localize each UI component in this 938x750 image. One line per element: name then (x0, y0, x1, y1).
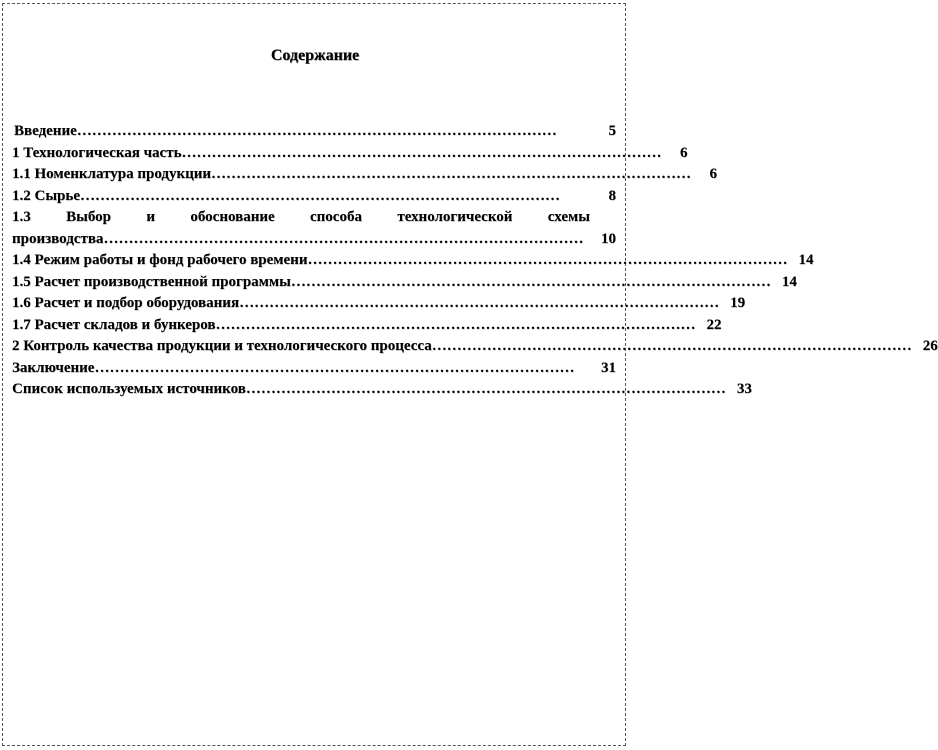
toc-entry-label: 1.5 Расчет производственной программы (12, 273, 291, 290)
toc-page-number: 6 (709, 166, 718, 182)
toc-word: 1.3 (12, 209, 31, 225)
toc-page-number: 6 (680, 144, 688, 161)
toc-word: способа (310, 209, 362, 225)
toc-page-number: 14 (781, 273, 797, 290)
toc-entry-technological-part[interactable] (12, 143, 688, 165)
toc-entry-label: 1.7 Расчет складов и бункеров (12, 316, 216, 333)
toc-entry-label-line1 (12, 207, 616, 229)
toc-leader-dots: …………………………………………………………………………………… (181, 144, 662, 161)
toc-entry-references[interactable] (12, 379, 752, 401)
toc-leader-dots: …………………………………………………………………………………… (76, 123, 557, 139)
toc-entry-label: 1.4 Режим работы и фонд рабочего времени (12, 252, 308, 268)
toc-entry-label: Заключение (12, 359, 95, 376)
toc-page-number: 33 (736, 381, 752, 397)
toc-entry-work-schedule[interactable] (12, 250, 814, 272)
toc-word: схемы (547, 209, 590, 225)
toc-word: Выбор (66, 209, 111, 225)
toc-entry-label: 2 Контроль качества продукции и технологического процесса (12, 338, 432, 354)
toc-entry-quality-control[interactable] (12, 336, 938, 358)
toc-list (12, 121, 938, 401)
toc-leader-dots: …………………………………………………………………………………… (307, 252, 788, 268)
toc-entry-label: производства (12, 230, 104, 247)
toc-word: обоснование (190, 209, 275, 225)
toc-entry-warehouses[interactable] (12, 315, 722, 337)
toc-leader-dots: …………………………………………………………………………………… (215, 316, 696, 333)
toc-leader-dots: …………………………………………………………………………………… (431, 338, 912, 354)
toc-page-number: 5 (608, 123, 616, 139)
toc-entry-label: 1.1 Номенклатура продукции (12, 166, 212, 182)
toc-leader-dots: …………………………………………………………………………………… (103, 230, 584, 247)
toc-entry-label: 1.2 Сырье (12, 187, 80, 204)
toc-title: Содержание (270, 47, 360, 64)
toc-entry-label-line2 (12, 229, 616, 251)
toc-page-number: 10 (601, 230, 616, 247)
toc-page-number: 31 (601, 359, 616, 376)
toc-entry-introduction[interactable] (12, 121, 616, 143)
toc-entry-process-choice[interactable] (12, 207, 616, 250)
toc-entry-conclusion[interactable] (12, 358, 616, 380)
toc-entry-raw-materials[interactable] (12, 186, 616, 208)
toc-entry-label: Введение (14, 123, 77, 139)
toc-leader-dots: …………………………………………………………………………………… (211, 166, 692, 182)
toc-entry-label: Список используемых источников (12, 381, 246, 397)
toc-entry-production-program[interactable] (12, 272, 797, 294)
toc-word: технологической (397, 209, 513, 225)
toc-entry-label: 1 Технологическая часть (12, 144, 182, 161)
toc-entry-equipment[interactable] (12, 293, 746, 315)
toc-page-number: 22 (706, 316, 722, 333)
toc-leader-dots: …………………………………………………………………………………… (245, 381, 726, 397)
toc-leader-dots: …………………………………………………………………………………… (79, 187, 560, 204)
toc-leader-dots: …………………………………………………………………………………… (94, 359, 575, 376)
toc-leader-dots: …………………………………………………………………………………… (239, 295, 720, 311)
toc-page-number: 14 (798, 252, 814, 268)
toc-word: и (146, 209, 155, 225)
toc-entry-label: 1.6 Расчет и подбор оборудования (12, 295, 240, 311)
toc-page-number: 26 (922, 338, 938, 354)
toc-entry-product-nomenclature[interactable] (12, 164, 718, 186)
toc-leader-dots: …………………………………………………………………………………… (290, 273, 771, 290)
toc-page-number: 19 (730, 295, 746, 311)
toc-page-number: 8 (608, 187, 616, 204)
